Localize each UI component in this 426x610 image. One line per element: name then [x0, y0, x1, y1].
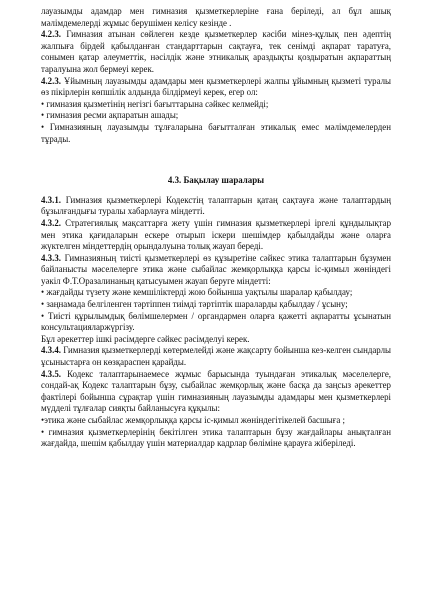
paragraph-text: • заңнамада белгіленген тәртіппен тиімді тәртіптік шараларды қабылдау / ұсыну; — [41, 299, 348, 310]
paragraph-text: • Гимназияның лауазымды тұлғаларына бағытталған этикалық емес мәлімдемелерден тұрады. — [41, 121, 391, 144]
paragraph-text: Гимназия қызметкерлері Кодекстің талаптарын қатаң сақтауға және талаптардың бұзылғандығы туралы хабарлауға міндетті. — [41, 194, 392, 217]
paragraph-continuation — [41, 6, 391, 29]
paragraph-text: Гимназия атынан сөйлеген кезде қызметкерлер кәсіби мінез-құлық пен әдептің жалпыға бірдей қабылданған стандарттарын сақтауға, тек сенімді ақпарат таратуға, сонымен қатар әлеуметтік, нәсілдік және этникалық араздықты қоздыратын ақпараттың таралуына жол бермеуі керек. — [41, 29, 392, 74]
paragraph-4-2-3-a — [41, 29, 391, 75]
paragraph-4-3-5 — [41, 369, 391, 415]
paragraph-4-3-2 — [41, 218, 391, 253]
top-block — [41, 6, 391, 145]
bullet-item — [41, 99, 391, 111]
bullet-item — [41, 415, 391, 427]
bullet-item — [41, 427, 391, 450]
paragraph-number: 4.3.2. — [41, 217, 61, 228]
bullet-item — [41, 299, 391, 311]
paragraph-text: Стратегиялық мақсаттарға жету үшін гимназия қызметкерлері іргелі құндылықтар мен этика қағидаларын ескере отырып іскери шешімдер қабылдайды және оларға жүктелген міндеттердің орындалуына толық жауап береді. — [41, 217, 392, 252]
paragraph-text: Гимназия қызметкерлерді көтермелейді және жақсарту бойынша кез-келген сындарлы ұсыныстарға он көзқараспен қарайды. — [41, 345, 392, 368]
paragraph-text: Ұйымның лауазымды адамдары мен қызметкерлері жалпы ұйымның қызметі туралы өз пікірлерін көпшілік алдында білдірмеуі керек, егер ол: — [41, 75, 392, 98]
section-block — [41, 195, 391, 450]
paragraph-number: 4.3.3. — [41, 252, 61, 263]
paragraph-text: • жағдайды түзету және кемшіліктерді жою бойынша уақтылы шаралар қабылдау; — [41, 287, 353, 298]
paragraph-4-2-3-b — [41, 76, 391, 99]
paragraph-text: • гимназия ресми ақпаратын ашады; — [41, 110, 179, 121]
bullet-item — [41, 122, 391, 145]
paragraph-4-3-3 — [41, 253, 391, 288]
paragraph-number: 4.2.3. — [41, 75, 61, 86]
bullet-item — [41, 110, 391, 122]
paragraph-text: лауазымды адамдар мен гимназия қызметкерлеріне ғана беріледі, ал бұл ашық мәлімдемелерді жұмыс берушімен келісу кезінде . — [41, 6, 391, 28]
paragraph-text: • гимназия қызметкерлерінің бекітілген этика талаптарын бұзу жағдайлары анықталған жағдайда, шешім қабылдау үшін материалдар кадрлар бөліміне қарауға жіберіледі. — [41, 426, 391, 449]
paragraph-number: 4.2.3. — [41, 29, 61, 40]
paragraph-4-3-4 — [41, 345, 391, 368]
paragraph-text: • гимназия қызметінің негізгі бағыттарына сәйкес келмейді; — [41, 98, 269, 109]
section-heading: 4.3. Бақылау шаралары — [167, 175, 265, 186]
paragraph-number: 4.3.5. — [41, 368, 61, 379]
paragraph-text: Гимназияның тиісті қызметкерлері өз құзыретіне сәйкес этика талаптарын бұзумен байланысты мәселелерге этика және сыбайлас жемқорлыққа қарсы іс-қимыл жөніндегі уәкіл Ф.Т.Оразалинаның қатысуымен жауап беруге міндетті: — [41, 252, 392, 286]
paragraph-note — [41, 334, 391, 346]
bullet-item — [41, 287, 391, 299]
spacer — [41, 145, 391, 175]
paragraph-text: • Тиісті құрылымдық бөлімшелермен / органдармен оларға қажетті ақпаратты ұсынатын консультацияларжүргізу. — [41, 310, 391, 333]
paragraph-number: 4.3.1. — [41, 194, 61, 205]
paragraph-text: •этика және сыбайлас жемқорлыққа қарсы іс-қимыл жөніндегітікелей басшыға ; — [41, 415, 346, 425]
paragraph-text: Кодекс талаптарынаемесе жұмыс барысында туындаған этикалық мәселелерге, сондай-ақ Кодекс талаптарын бұзу, сыбайлас жемқорлық және басқа да заңсыз әрекеттер фактілері бойынша сұрақтар үшін гимназияның лауазымды адамдары мен қызметкерлері мүдделі тұлғалар сияқты байланысуға құқылы: — [41, 368, 392, 414]
paragraph-text: Бұл әрекеттер ішкі рәсімдерге сәйкес рәсімделуі керек. — [41, 333, 250, 344]
bullet-item — [41, 311, 391, 334]
paragraph-4-3-1 — [41, 195, 391, 218]
paragraph-number: 4.3.4. — [41, 345, 61, 356]
